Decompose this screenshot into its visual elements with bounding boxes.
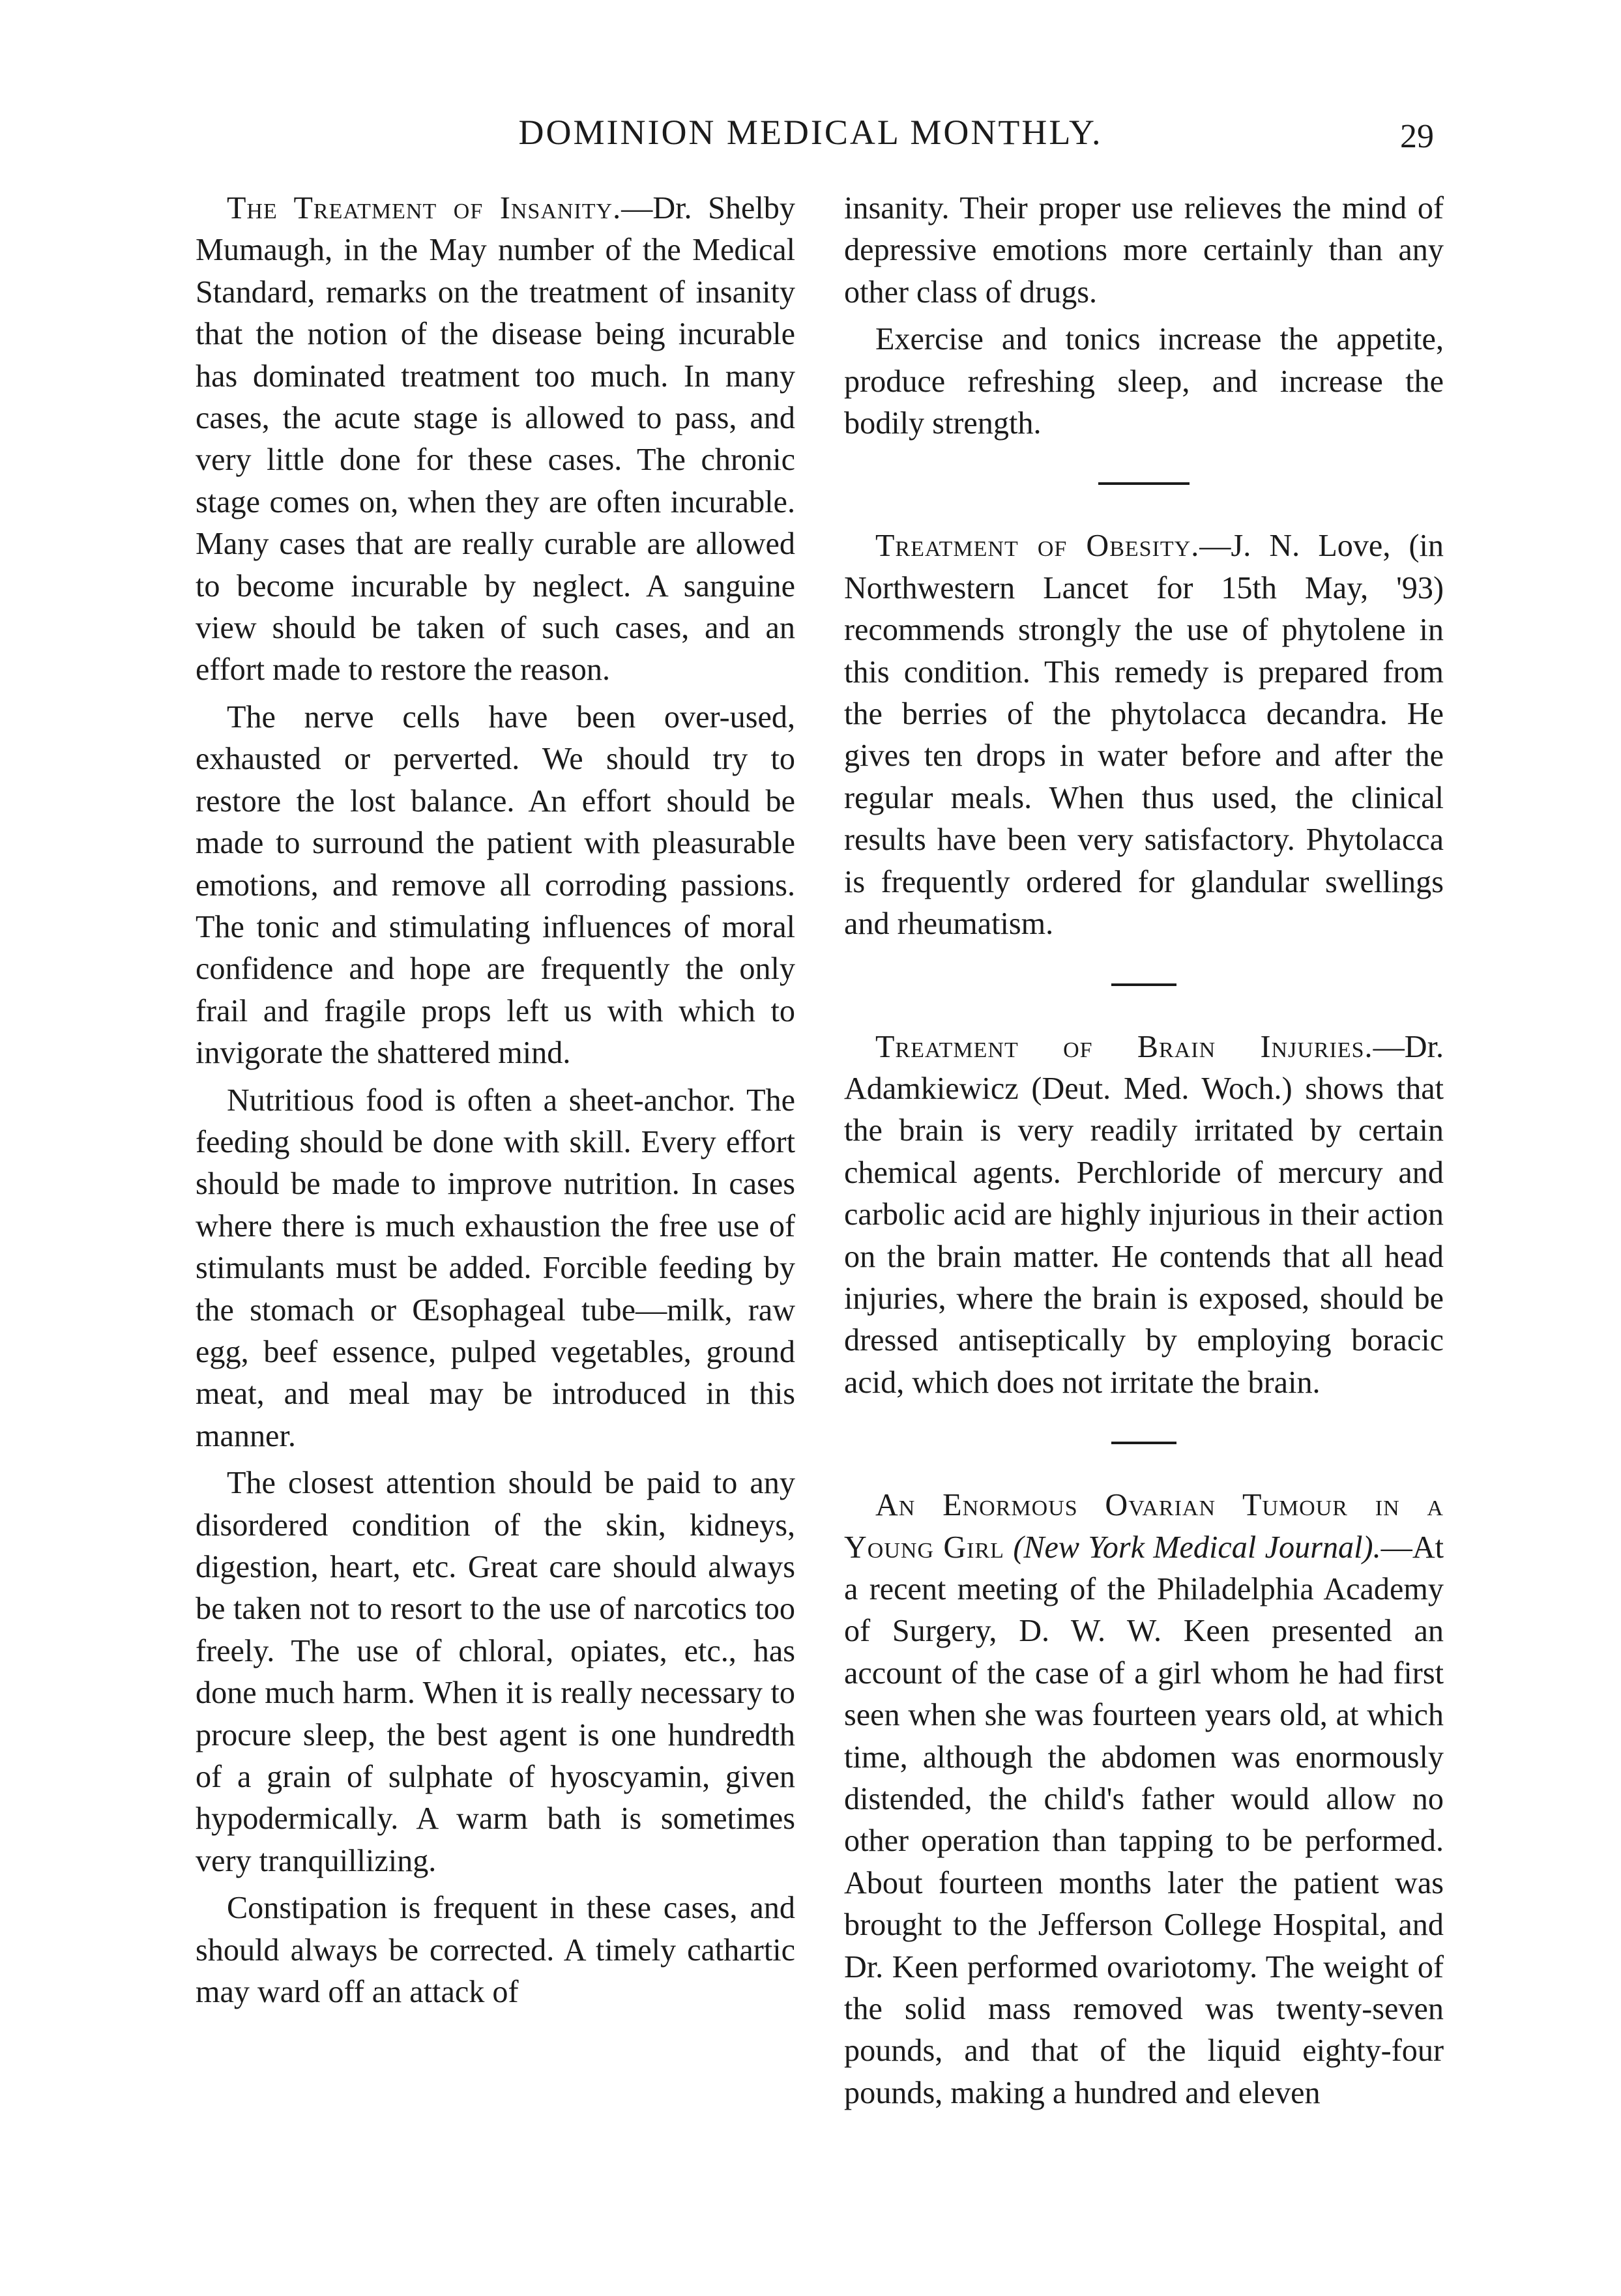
running-head: DOMINION MEDICAL MONTHLY. [518,113,1103,152]
article-insanity-paragraph-1 [196,188,795,691]
article-insanity-paragraph-3: Nutritious food is often a sheet-anchor. The feeding should be done with skill. Every effort should be made to improve nutrition. In cases where there is much exhaustion the free use of stimulants must be added. Forcible feeding by the stomach or Œsophageal tube—milk, raw egg, beef essence, pulped vegetables, ground meat, and meal may be introduced in this manner. [196,1083,795,1453]
article-brain-injuries-title: Treatment of Brain Injuries. [875,1029,1373,1064]
article-obesity-text: —J. N. Love, (in Northwestern Lancet for 15th May, '93) recommends strongly the use of phytolene in this condition. This remedy is prepared from the berries of the phytolacca decandra. He gives ten drops in water before and after the regular meals. When thus used, the clinical results have been very satisfactory. Phytolacca is frequently ordered for glandular swellings and rheumatism. [844,529,1444,942]
article-brain-injuries-paragraph [844,1026,1444,1404]
article-insanity-paragraph-5: Constipation is frequent in these cases, and should always be corrected. A timely cathartic may ward off an attack of [196,1891,795,2010]
right-column [844,188,1444,2114]
article-insanity-paragraph-4: The closest attention should be paid to any disordered condition of the skin, kidneys, digestion, heart, etc. Great care should always be taken not to resort to the use of narcotics too freely. The use of chloral, opiates, etc., has done much harm. When it is really necessary to procure sleep, the best agent is one hundredth of a grain of sulphate of hyoscyamin, given hypodermically. A warm bath is sometimes very tranquillizing. [196,1466,795,1878]
left-column [196,188,795,2013]
section-divider-3 [1111,1442,1176,1444]
article-brain-injuries-text: —Dr. Adamkiewicz (Deut. Med. Woch.) shows that the brain is very readily irritated by certain chemical agents. Perchloride of mercury and carbolic acid are highly injurious in their action on the brain matter. He contends that all head injuries, where the brain is exposed, should be dressed antiseptically by employing boracic acid, which does not irritate the brain. [844,1029,1444,1400]
article-ovarian-tumour-title: An Enormous Ovarian Tumour in a Young Girl [844,1488,1444,1565]
article-ovarian-tumour-text: —At a recent meeting of the Philadelphia Academy of Surgery, D. W. W. Keen presented an account of the case of a girl whom he had first seen when she was fourteen years old, at which time, although the abdomen was enormously distended, the child's father would allow no other operation than tapping to be performed. About fourteen months later the patient was brought to the Jefferson College Hospital, and Dr. Keen performed ovariotomy. The weight of the solid mass removed was twenty-seven pounds, and that of the liquid eighty-four pounds, making a hundred and eleven [844,1530,1444,2110]
article-ovarian-tumour-source: (New York Medical Journal). [1013,1530,1381,1565]
article-insanity-paragraph-6: Exercise and tonics increase the appetite, produce refreshing sleep, and increase the bodily strength. [844,322,1444,441]
article-obesity-title: Treatment of Obesity. [875,529,1200,564]
page-number: 29 [1400,118,1434,155]
article-insanity-paragraph-2: The nerve cells have been over-used, exhausted or perverted. We should try to restore the lost balance. An effort should be made to surround the patient with pleasurable emotions, and remove all corroding passions. The tonic and stimulating influences of moral confidence and hope are frequently the only frail and fragile props left us with which to invigorate the shattered mind. [196,699,795,1071]
article-insanity-paragraph-5-continued: insanity. Their proper use relieves the mind of depressive emotions more certainly than any other class of drugs. [844,191,1444,310]
article-insanity-text-1: —Dr. Shelby Mumaugh, in the May number of the Medical Standard, remarks on the treatment of insanity that the notion of the disease being incurable has dominated treatment too much. In many cases, the acute stage is allowed to pass, and very little done for these cases. The chronic stage comes on, when they are often incurable. Many cases that are really curable are allowed to become incurable by neglect. A sanguine view should be taken of such cases, and an effort made to restore the reason. [196,191,795,688]
article-ovarian-tumour-paragraph [844,1485,1444,2114]
section-divider-2 [1111,983,1176,986]
article-obesity-paragraph [844,525,1444,945]
article-insanity-title: The Treatment of Insanity. [227,191,622,225]
section-divider-1 [1098,482,1190,485]
